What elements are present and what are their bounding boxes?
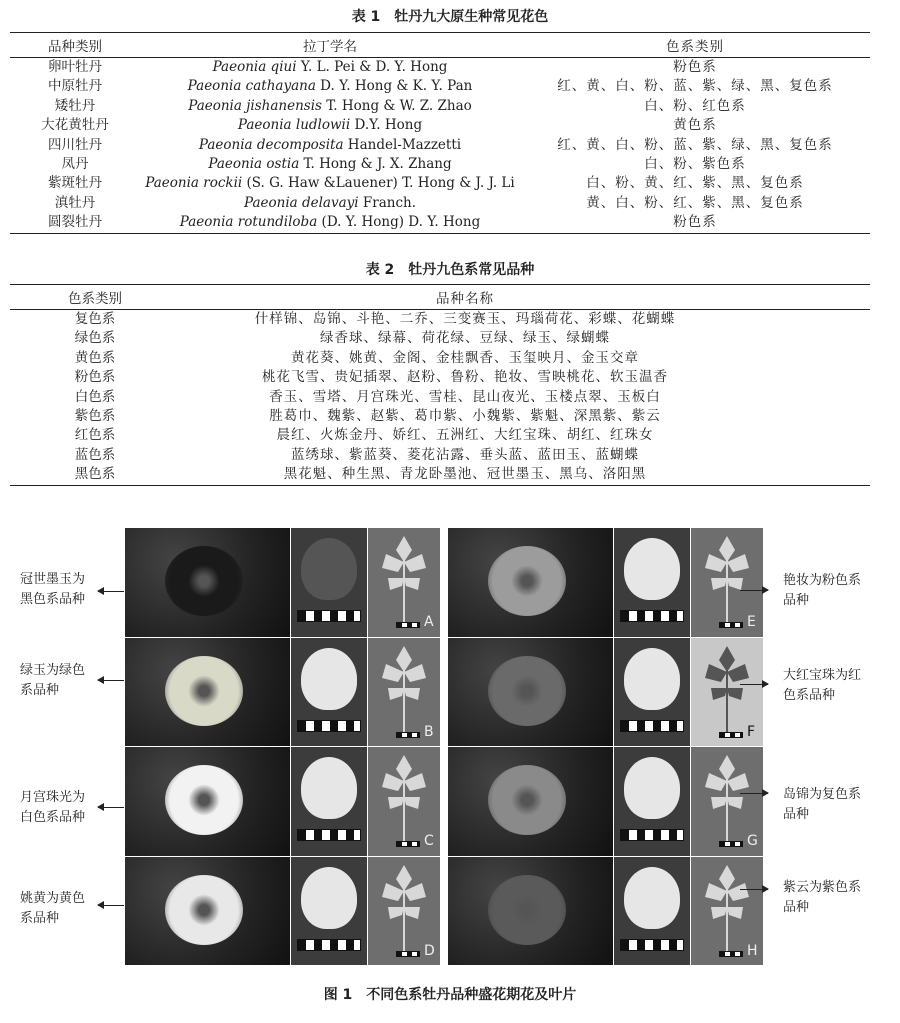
right-note-1-line1: 艳妆为粉色系 <box>783 573 862 588</box>
latin-authority: D. Y. Hong & K. Y. Pan <box>315 78 473 95</box>
table2-header-group: 色系类别 <box>10 285 180 310</box>
table1-cell-latin <box>140 97 520 116</box>
table2-cell-group: 粉色系 <box>74 369 116 386</box>
table1-cell-colors: 粉色系 <box>673 59 717 75</box>
scale-ruler <box>297 720 361 732</box>
table2-cell-varieties: 香玉、雪塔、月宫珠光、雪桂、昆山夜光、玉楼点翠、玉板白 <box>269 388 661 405</box>
table1-row <box>10 116 870 135</box>
table2-header-varieties: 品种名称 <box>180 285 870 310</box>
left-arrow-3 <box>98 807 124 808</box>
panel-letter: F <box>747 723 756 740</box>
leaf-scale <box>396 841 420 847</box>
left-arrow-1 <box>98 591 124 592</box>
table2-row <box>10 407 870 426</box>
table2-cell-group: 黄色系 <box>74 349 116 366</box>
table1-cell-name: 四川牡丹 <box>48 136 102 153</box>
table2-row <box>10 349 870 368</box>
left-note-1 <box>20 570 100 610</box>
table1-header-colors: 色系类别 <box>520 33 870 58</box>
petal-shape <box>301 648 357 710</box>
table2-row <box>10 426 870 445</box>
table1-cell-name: 凤丹 <box>61 156 89 173</box>
left-note-4 <box>20 889 100 929</box>
latin-authority: D.Y. Hong <box>350 117 423 134</box>
table1-cell-colors: 红、黄、白、粉、蓝、紫、绿、黑、复色系 <box>557 136 833 153</box>
table2-cell-varieties: 黄花葵、姚黄、金阁、金桂飘香、玉玺映月、金玉交章 <box>291 349 639 366</box>
flower-bloom <box>488 656 566 726</box>
table1-cell-name: 圆裂牡丹 <box>48 214 102 231</box>
petal-shape <box>301 538 357 600</box>
right-note-2-line2: 色系品种 <box>783 688 836 703</box>
table1-body <box>10 58 870 234</box>
right-note-3-line1: 岛锦为复色系 <box>783 787 862 802</box>
latin-genus-species: Paeonia decomposita <box>198 136 344 153</box>
right-arrow-2 <box>740 684 768 685</box>
petal-photo <box>291 638 367 747</box>
table1-cell-latin <box>140 213 520 233</box>
table2-body <box>10 310 870 486</box>
table1-cell-latin <box>140 116 520 135</box>
scale-ruler <box>297 829 361 841</box>
latin-authority: (D. Y. Hong) D. Y. Hong <box>317 214 481 231</box>
leaf-photo <box>368 638 440 747</box>
flower-bloom <box>165 546 243 616</box>
right-note-1 <box>783 571 883 611</box>
petal-photo <box>614 638 690 747</box>
leaf-scale <box>719 622 743 628</box>
latin-genus-species: Paeonia qiui <box>212 59 297 75</box>
leaf-scale <box>396 951 420 957</box>
flower-photo <box>448 857 613 966</box>
table1-header-latin: 拉丁学名 <box>140 33 520 58</box>
table1-cell-latin <box>140 155 520 174</box>
table2-cell-varieties: 黑花魁、种生黑、青龙卧墨池、冠世墨玉、黑乌、洛阳黑 <box>283 466 647 483</box>
panel-letter: E <box>747 614 756 630</box>
latin-authority: T. Hong & J. X. Zhang <box>299 156 452 173</box>
panel-letter: C <box>424 833 434 849</box>
latin-genus-species: Paeonia delavayi <box>243 194 359 211</box>
left-note-1-line1: 冠世墨玉为 <box>20 572 86 587</box>
left-note-2-line2: 系品种 <box>20 683 60 698</box>
table1-cell-colors: 黄、白、粉、红、紫、黑、复色系 <box>586 194 804 211</box>
table2-cell-group: 紫色系 <box>74 408 116 425</box>
table1-cell-name: 卵叶牡丹 <box>48 59 102 75</box>
left-arrow-2 <box>98 680 124 681</box>
right-note-3-line2: 品种 <box>783 807 810 822</box>
petal-photo <box>291 528 367 637</box>
scale-ruler <box>620 829 684 841</box>
flower-photo <box>125 638 290 747</box>
flower-photo <box>448 747 613 856</box>
panel-letter: A <box>424 614 434 630</box>
left-note-3-line1: 月宫珠光为 <box>20 790 86 805</box>
figure-photo-grid <box>125 528 840 966</box>
table2-row <box>10 368 870 387</box>
table1-row <box>10 77 870 96</box>
petal-shape <box>624 757 680 819</box>
right-note-3 <box>783 785 883 825</box>
table2-row <box>10 465 870 485</box>
latin-genus-species: Paeonia jishanensis <box>188 97 322 114</box>
left-note-2 <box>20 661 100 701</box>
table1-row <box>10 194 870 213</box>
latin-genus-species: Paeonia ludlowii <box>237 117 351 134</box>
table1-row <box>10 155 870 174</box>
right-arrow-3 <box>740 793 768 794</box>
latin-authority: Y. L. Pei & D. Y. Hong <box>296 59 448 75</box>
table2-cell-varieties: 绿香球、绿幕、荷花绿、豆绿、绿玉、绿蝴蝶 <box>320 330 610 347</box>
flower-photo <box>125 747 290 856</box>
table2-caption: 表 2 牡丹九色系常见品种 <box>365 262 535 278</box>
table1-cell-colors: 白、粉、红色系 <box>644 97 746 114</box>
table1-cell-latin <box>140 174 520 193</box>
latin-authority: Franch. <box>358 194 417 211</box>
table1-cell-colors: 粉色系 <box>673 214 717 231</box>
panel-letter: H <box>747 942 758 959</box>
table2-cell-varieties: 桃花飞雪、贵妃插翠、赵粉、鲁粉、艳妆、雪映桃花、软玉温香 <box>262 369 668 386</box>
flower-photo <box>448 528 613 637</box>
leaf-scale <box>719 951 743 957</box>
table1-header-row <box>10 33 870 58</box>
table1-cell-colors: 红、黄、白、粉、蓝、紫、绿、黑、复色系 <box>557 78 833 95</box>
latin-genus-species: Paeonia rockii <box>145 175 243 192</box>
petal-photo <box>614 528 690 637</box>
flower-bloom <box>165 765 243 835</box>
petal-photo <box>614 747 690 856</box>
table2-cell-varieties: 胜葛巾、魏紫、赵紫、葛巾紫、小魏紫、紫魁、深黑紫、紫云 <box>269 408 661 425</box>
left-note-4-line1: 姚黄为黄色 <box>20 891 86 906</box>
table2-row <box>10 446 870 465</box>
petal-shape <box>624 867 680 929</box>
table2-row <box>10 310 870 330</box>
scale-ruler <box>620 610 684 622</box>
right-arrow-1 <box>740 590 768 591</box>
petal-shape <box>301 867 357 929</box>
panel-letter: G <box>747 833 758 849</box>
table1-cell-name: 矮牡丹 <box>54 97 96 114</box>
table2-row <box>10 329 870 348</box>
table1-cell-latin <box>140 58 520 78</box>
leaf-scale <box>396 622 420 628</box>
leaf-scale <box>719 841 743 847</box>
table1-row <box>10 174 870 193</box>
scale-ruler <box>620 720 684 732</box>
table1-cell-latin <box>140 77 520 96</box>
panel-letter: B <box>424 723 434 740</box>
leaf-photo <box>368 857 440 966</box>
petal-photo <box>291 857 367 966</box>
table2-cell-group: 蓝色系 <box>74 446 116 463</box>
scale-ruler <box>620 939 684 951</box>
table1-cell-latin <box>140 136 520 155</box>
right-note-4-line1: 紫云为紫色系 <box>783 880 862 895</box>
scale-ruler <box>297 939 361 951</box>
leaf-photo <box>691 638 763 747</box>
table2 <box>10 284 870 486</box>
leaf-scale <box>719 732 743 738</box>
right-note-4-line2: 品种 <box>783 900 810 915</box>
petal-photo <box>614 857 690 966</box>
left-note-4-line2: 系品种 <box>20 911 60 926</box>
left-note-3 <box>20 788 100 828</box>
table1-row <box>10 58 870 78</box>
right-arrow-4 <box>740 889 768 890</box>
right-note-2 <box>783 666 883 706</box>
leaf-photo <box>368 528 440 637</box>
latin-authority: T. Hong & W. Z. Zhao <box>321 97 472 114</box>
table2-cell-group: 红色系 <box>74 427 116 444</box>
table1-cell-name: 滇牡丹 <box>54 194 96 211</box>
table1-caption: 表 1 牡丹九大原生种常见花色 <box>351 9 549 25</box>
table2-row <box>10 388 870 407</box>
flower-bloom <box>488 765 566 835</box>
left-note-2-line1: 绿玉为绿色 <box>20 663 86 678</box>
table2-cell-varieties: 晨红、火炼金丹、娇红、五洲红、大红宝珠、胡红、红珠女 <box>276 427 654 444</box>
table1-row <box>10 136 870 155</box>
table1-cell-colors: 白、粉、黄、红、紫、黑、复色系 <box>586 175 804 192</box>
petal-shape <box>624 538 680 600</box>
figure-caption: 图 1 不同色系牡丹品种盛花期花及叶片 <box>323 987 577 1003</box>
leaf-scale <box>396 732 420 738</box>
leaf-photo <box>691 528 763 637</box>
right-note-4 <box>783 878 883 918</box>
table1-row <box>10 213 870 233</box>
table1-cell-name: 大花黄牡丹 <box>41 117 109 134</box>
table2-header-row <box>10 285 870 310</box>
leaf-photo <box>368 747 440 856</box>
flower-bloom <box>488 546 566 616</box>
leaf-photo <box>691 747 763 856</box>
flower-bloom <box>165 875 243 945</box>
table1-cell-colors: 白、粉、紫色系 <box>644 156 746 173</box>
left-arrow-4 <box>98 905 124 906</box>
right-note-1-line2: 品种 <box>783 593 810 608</box>
table2-cell-group: 绿色系 <box>74 330 116 347</box>
left-note-3-line2: 白色系品种 <box>20 810 86 825</box>
latin-genus-species: Paeonia ostia <box>208 156 300 173</box>
flower-photo <box>125 528 290 637</box>
latin-genus-species: Paeonia cathayana <box>187 78 316 95</box>
table2-cell-varieties: 蓝绣球、紫蓝葵、菱花沾露、垂头蓝、蓝田玉、蓝蝴蝶 <box>291 446 639 463</box>
table1-header-name: 品种类别 <box>10 33 140 58</box>
petal-shape <box>624 648 680 710</box>
table1-cell-name: 中原牡丹 <box>48 78 102 95</box>
left-note-1-line2: 黑色系品种 <box>20 592 86 607</box>
flower-bloom <box>488 875 566 945</box>
table1-cell-latin <box>140 194 520 213</box>
table1-cell-colors: 黄色系 <box>673 117 717 134</box>
table2-cell-group: 黑色系 <box>74 466 116 483</box>
latin-genus-species: Paeonia rotundiloba <box>179 214 318 231</box>
table2-cell-varieties: 什样锦、岛锦、斗艳、二乔、三变赛玉、玛瑙荷花、彩蝶、花蝴蝶 <box>254 311 676 327</box>
table1-row <box>10 97 870 116</box>
table2-cell-group: 白色系 <box>74 388 116 405</box>
flower-bloom <box>165 656 243 726</box>
petal-shape <box>301 757 357 819</box>
table2-cell-group: 复色系 <box>74 311 116 327</box>
latin-authority: (S. G. Haw &Lauener) T. Hong & J. J. Li <box>242 175 515 192</box>
table1 <box>10 32 870 234</box>
petal-photo <box>291 747 367 856</box>
flower-photo <box>125 857 290 966</box>
panel-letter: D <box>424 942 435 959</box>
leaf-photo <box>691 857 763 966</box>
flower-photo <box>448 638 613 747</box>
right-note-2-line1: 大红宝珠为红 <box>783 668 862 683</box>
latin-authority: Handel-Mazzetti <box>343 136 462 153</box>
table1-cell-name: 紫斑牡丹 <box>48 175 102 192</box>
scale-ruler <box>297 610 361 622</box>
